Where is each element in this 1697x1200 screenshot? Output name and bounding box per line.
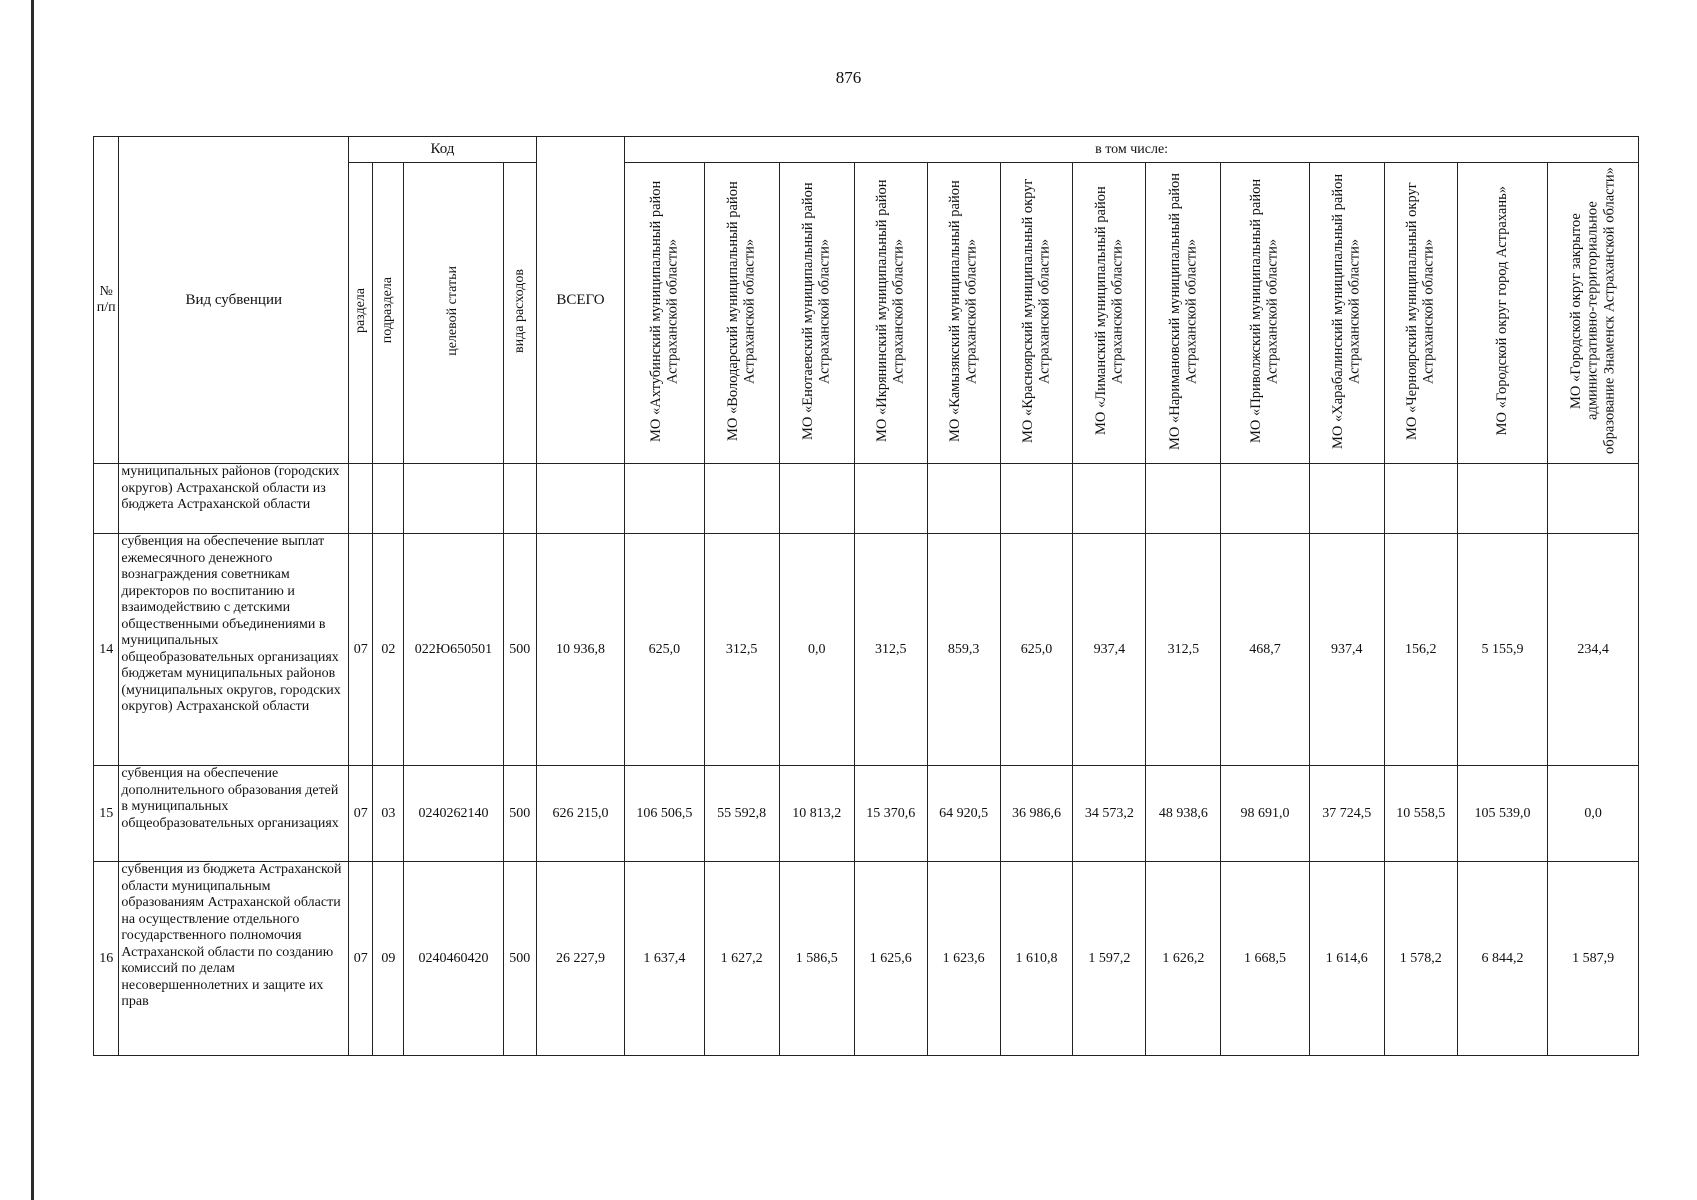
- header-code: Код: [349, 137, 537, 163]
- row-total: 10 936,8: [536, 534, 624, 766]
- row-value: 937,4: [1309, 534, 1384, 766]
- row-num: [94, 464, 119, 534]
- row-value: 1 625,6: [854, 862, 927, 1056]
- row-value: 15 370,6: [854, 766, 927, 862]
- row-value: 1 627,2: [704, 862, 779, 1056]
- row-value: 10 813,2: [779, 766, 854, 862]
- header-mo-3: МО «Енотаевский муниципальный район Астраханской области»: [779, 163, 854, 464]
- row-expense-type: 500: [503, 766, 536, 862]
- header-subvention-type: Вид субвенции: [119, 137, 349, 464]
- row-value: 64 920,5: [927, 766, 1000, 862]
- row-description: субвенция на обеспечение дополнительного образования детей в муниципальных общеобразовательных организациях: [119, 766, 349, 862]
- row-value: 105 539,0: [1457, 766, 1548, 862]
- header-code-subsection: подраздела: [373, 163, 404, 464]
- subventions-table: [93, 136, 1639, 1056]
- row-value: 1 626,2: [1146, 862, 1221, 1056]
- row-value: [1000, 464, 1073, 534]
- row-value: 6 844,2: [1457, 862, 1548, 1056]
- row-value: [704, 464, 779, 534]
- header-total: ВСЕГО: [536, 137, 624, 464]
- row-value: 1 587,9: [1548, 862, 1639, 1056]
- row-value: [1221, 464, 1309, 534]
- row-value: 312,5: [854, 534, 927, 766]
- row-target: 0240262140: [404, 766, 503, 862]
- row-value: 1 668,5: [1221, 862, 1309, 1056]
- header-mo-10: МО «Харабалинский муниципальный район Астраханской области»: [1309, 163, 1384, 464]
- row-value: 625,0: [625, 534, 705, 766]
- row-value: 5 155,9: [1457, 534, 1548, 766]
- row-value: 156,2: [1384, 534, 1457, 766]
- row-expense-type: [503, 464, 536, 534]
- table-row: [94, 766, 1639, 862]
- row-value: 1 586,5: [779, 862, 854, 1056]
- row-num: 15: [94, 766, 119, 862]
- row-target: 022Ю650501: [404, 534, 503, 766]
- header-including: в том числе:: [625, 137, 1639, 163]
- row-value: [1384, 464, 1457, 534]
- row-value: 1 578,2: [1384, 862, 1457, 1056]
- row-value: 1 614,6: [1309, 862, 1384, 1056]
- row-value: 36 986,6: [1000, 766, 1073, 862]
- header-mo-12: МО «Городской округ город Астрахань»: [1457, 163, 1548, 464]
- header-mo-4: МО «Икрянинский муниципальный район Астраханской области»: [854, 163, 927, 464]
- row-value: [779, 464, 854, 534]
- header-code-expense-type: вида расходов: [503, 163, 536, 464]
- row-value: [854, 464, 927, 534]
- row-section: 07: [349, 766, 373, 862]
- row-subsection: 09: [373, 862, 404, 1056]
- row-value: 312,5: [1146, 534, 1221, 766]
- table-row: [94, 464, 1639, 534]
- header-mo-5: МО «Камызякский муниципальный район Астраханской области»: [927, 163, 1000, 464]
- header-mo-6: МО «Красноярский муниципальный округ Астраханской области»: [1000, 163, 1073, 464]
- row-description: субвенция из бюджета Астраханской области муниципальным образованиям Астраханской области на осуществление отдельного государственного полномочия Астраханской области по созданию комиссий по делам несовершеннолетних и защите их прав: [119, 862, 349, 1056]
- row-value: 37 724,5: [1309, 766, 1384, 862]
- row-value: 1 623,6: [927, 862, 1000, 1056]
- row-description: муниципальных районов (городских округов) Астраханской области из бюджета Астраханской области: [119, 464, 349, 534]
- row-value: 48 938,6: [1146, 766, 1221, 862]
- scan-edge-line: [31, 0, 34, 1200]
- header-mo-9: МО «Приволжский муниципальный район Астраханской области»: [1221, 163, 1309, 464]
- row-description: субвенция на обеспечение выплат ежемесячного денежного вознаграждения советникам директоров по воспитанию и взаимодействию с детскими общественными объединениями в муниципальных общеобразовательных организациях бюджетам муниципальных районов (муниципальных округов, городских округов) Астраханской области: [119, 534, 349, 766]
- row-section: 07: [349, 862, 373, 1056]
- page-number: 876: [835, 68, 862, 87]
- row-expense-type: 500: [503, 534, 536, 766]
- row-value: [1309, 464, 1384, 534]
- header-code-section: раздела: [349, 163, 373, 464]
- row-subsection: 03: [373, 766, 404, 862]
- row-value: 234,4: [1548, 534, 1639, 766]
- row-subsection: [373, 464, 404, 534]
- row-value: 10 558,5: [1384, 766, 1457, 862]
- row-value: 1 637,4: [625, 862, 705, 1056]
- header-mo-13: МО «Городской округ закрытое административно-территориальное образование Знаменск Астраханской области»: [1548, 163, 1639, 464]
- row-num: 14: [94, 534, 119, 766]
- row-value: 1 597,2: [1073, 862, 1146, 1056]
- row-value: 106 506,5: [625, 766, 705, 862]
- header-num: № п/п: [94, 137, 119, 464]
- row-value: 625,0: [1000, 534, 1073, 766]
- table-row: [94, 862, 1639, 1056]
- header-mo-11: МО «Черноярский муниципальный округ Астраханской области»: [1384, 163, 1457, 464]
- row-value: 55 592,8: [704, 766, 779, 862]
- row-value: 312,5: [704, 534, 779, 766]
- row-num: 16: [94, 862, 119, 1056]
- row-value: 0,0: [1548, 766, 1639, 862]
- row-section: 07: [349, 534, 373, 766]
- row-total: 626 215,0: [536, 766, 624, 862]
- header-mo-7: МО «Лиманский муниципальный район Астраханской области»: [1073, 163, 1146, 464]
- row-value: [1457, 464, 1548, 534]
- row-subsection: 02: [373, 534, 404, 766]
- table-row: [94, 534, 1639, 766]
- row-value: [1548, 464, 1639, 534]
- row-value: 98 691,0: [1221, 766, 1309, 862]
- row-expense-type: 500: [503, 862, 536, 1056]
- header-mo-2: МО «Володарский муниципальный район Астраханской области»: [704, 163, 779, 464]
- row-value: [1146, 464, 1221, 534]
- row-section: [349, 464, 373, 534]
- row-target: [404, 464, 503, 534]
- row-value: 859,3: [927, 534, 1000, 766]
- row-total: 26 227,9: [536, 862, 624, 1056]
- row-total: [536, 464, 624, 534]
- row-value: 937,4: [1073, 534, 1146, 766]
- row-value: 468,7: [1221, 534, 1309, 766]
- row-value: 0,0: [779, 534, 854, 766]
- row-value: 34 573,2: [1073, 766, 1146, 862]
- row-value: [1073, 464, 1146, 534]
- header-code-target: целевой статьи: [404, 163, 503, 464]
- header-mo-8: МО «Наримановский муниципальный район Астраханской области»: [1146, 163, 1221, 464]
- row-value: [625, 464, 705, 534]
- header-mo-1: МО «Ахтубинский муниципальный район Астраханской области»: [625, 163, 705, 464]
- row-target: 0240460420: [404, 862, 503, 1056]
- row-value: 1 610,8: [1000, 862, 1073, 1056]
- row-value: [927, 464, 1000, 534]
